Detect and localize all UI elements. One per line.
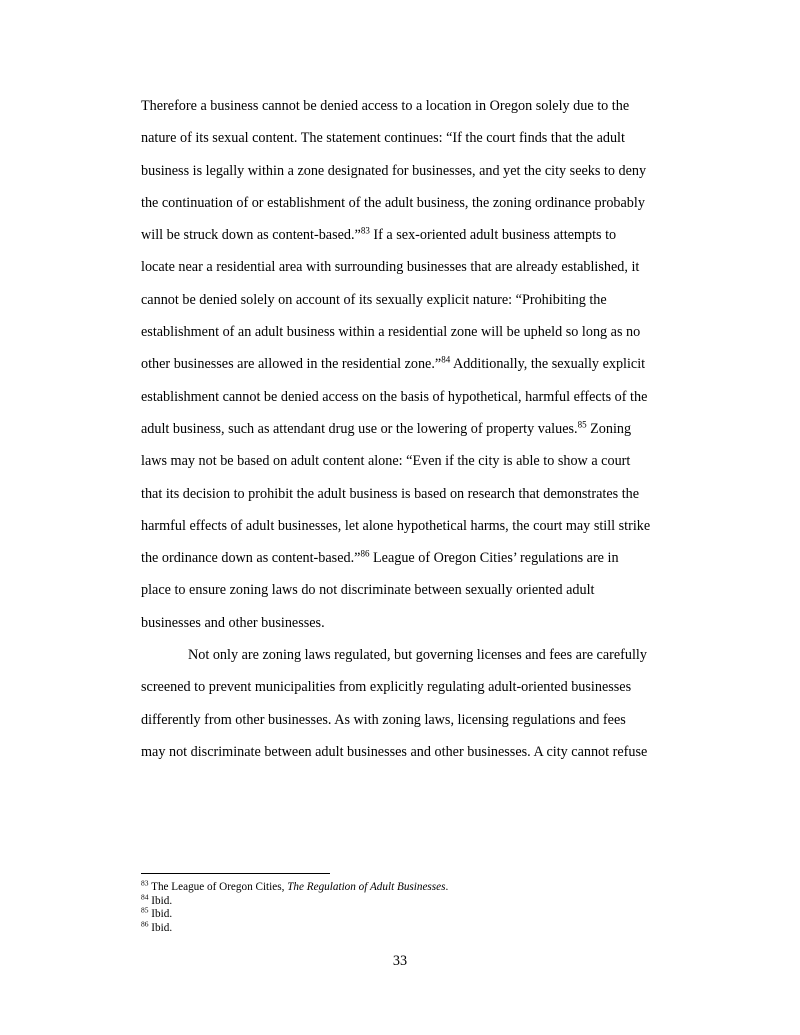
body-line: locate near a residential area with surrounding businesses that are already established, it bbox=[141, 259, 640, 276]
footnote-85: $^{85}$ Ibid. bbox=[141, 905, 173, 921]
body-line: nature of its sexual content. The statement continues: “If the court finds that the adult bbox=[141, 130, 625, 147]
footnote-title: The Regulation of Adult Businesses bbox=[287, 881, 446, 893]
body-line: businesses and other businesses. bbox=[141, 614, 325, 631]
body-line: laws may not be based on adult content alone: “Even if the city is able to show a court bbox=[141, 453, 631, 470]
body-line: will be struck down as content-based.”$^{83}$ If a sex-oriented adult business attempts to bbox=[141, 225, 617, 244]
body-line: cannot be denied solely on account of its sexually explicit nature: “Prohibiting the bbox=[141, 291, 607, 308]
body-line-indented: Not only are zoning laws regulated, but governing licenses and fees are carefully bbox=[188, 647, 647, 664]
body-line: place to ensure zoning laws do not discriminate between sexually oriented adult bbox=[141, 582, 595, 599]
footnotes bbox=[141, 878, 721, 935]
footnote-ref-84: 84 bbox=[441, 354, 451, 365]
body-line: adult business, such as attendant drug use or the lowering of property values.$^{85}$ Zoning bbox=[141, 419, 632, 437]
body-line: that its decision to prohibit the adult business is based on research that demonstrates the bbox=[141, 485, 640, 502]
footnote-86: $^{86}$ Ibid. bbox=[141, 919, 173, 934]
body-line: Therefore a business cannot be denied access to a location in Oregon solely due to the bbox=[141, 98, 630, 114]
body-line: harmful effects of adult businesses, let alone hypothetical harms, the court may still strike bbox=[141, 517, 651, 534]
footnote-ref-86: 86 bbox=[360, 548, 370, 559]
footnote-83: $^{83}$ The League of Oregon Cities, The Regulation of Adult Businesses. bbox=[141, 878, 449, 893]
footnote-ref-83: 83 bbox=[360, 225, 370, 236]
page-number: 33 bbox=[392, 953, 408, 969]
body-line: establishment cannot be denied access on the basis of hypothetical, harmful effects of the bbox=[141, 388, 648, 405]
body-line: other businesses are allowed in the residential zone.”$^{84}$ Additionally, the sexually explicit bbox=[141, 354, 646, 373]
footnote-divider bbox=[141, 873, 330, 874]
body-line: establishment of an adult business within a residential zone will be upheld so long as no bbox=[141, 324, 641, 341]
body-line: business is legally within a zone designated for businesses, and yet the city seeks to deny bbox=[141, 162, 647, 179]
body-line: screened to prevent municipalities from explicitly regulating adult-oriented businesses bbox=[141, 679, 632, 696]
body-line: differently from other businesses. As with zoning laws, licensing regulations and fees bbox=[141, 711, 626, 728]
body-line: the continuation of or establishment of the adult business, the zoning ordinance probably bbox=[141, 194, 645, 211]
body-line: the ordinance down as content-based.”$^{86}$ League of Oregon Cities’ regulations are in bbox=[141, 548, 619, 567]
footnote-84: $^{84}$ Ibid. bbox=[141, 891, 173, 907]
footnote-ref-85: 85 bbox=[577, 419, 587, 430]
body-line: may not discriminate between adult businesses and other businesses. A city cannot refuse bbox=[141, 743, 648, 760]
body-text bbox=[141, 90, 721, 768]
